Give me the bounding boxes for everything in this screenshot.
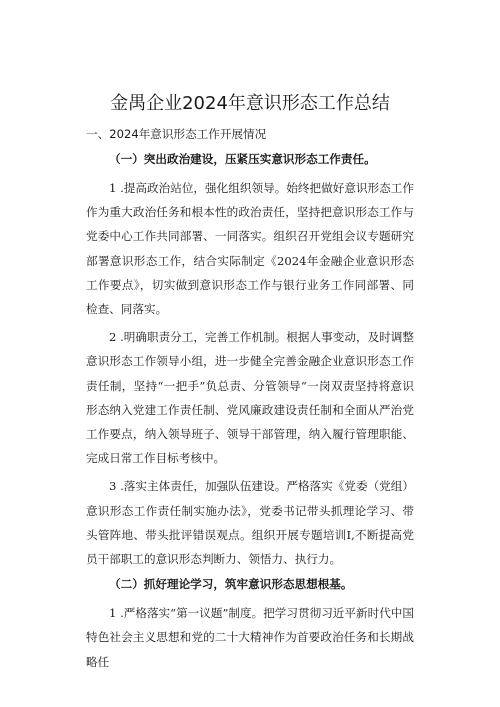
document-title: 金禺企业2024年意识形态工作总结 bbox=[110, 93, 390, 114]
paragraph: 1 .提高政治站位，强化组织领导。始终把做好意识形态工作作为重大政治任务和根本性的政治责任，坚持把意识形态工作与党委中心工作共同部署、一同落实。组织召开党组会议专题研究部署意识形态工作，结合实际制定《2024年金融企业意识形态工作要点》，切实做到意识形态工作与银行业务工作同部署、同检查、同落实。 bbox=[86, 181, 414, 317]
paragraph: 1 .严格落实“第一议题”制度。把学习贯彻习近平新时代中国特色社会主义思想和党的二十大精神作为首要政治任务和长期战略任 bbox=[86, 606, 414, 669]
paragraph: 3 .落实主体责任，加强队伍建设。严格落实《党委（党组）意识形态工作责任制实施办法》，党委书记带头抓理论学习、带头管阵地、带头批评错误观点。组织开展专题培训I,不断提高党员干部职工的意识形态判断力、领悟力、执行力。 bbox=[86, 479, 414, 567]
subsection-heading: （一）突出政治建设，压紧压实意识形态工作责任。 bbox=[109, 152, 376, 166]
section-heading: 一、2024年意识形态工作开展情况 bbox=[86, 127, 267, 141]
subsection-heading: （二）抓好理论学习，筑牢意识形态思想根基。 bbox=[109, 577, 353, 592]
paragraph: 2 .明确职责分工，完善工作机制。根据人事变动，及时调整意识形态工作领导小组，进一步健全完善金融企业意识形态工作责任制，坚持“一把手”负总责、分管领导“一岗双责坚持将意识形态纳入党建工作责任制、党风廉政建设责任制和全面从严治党工作要点，纳入领导班子、领导干部管理，纳入履行管理职能、完成日常工作目标考核中。 bbox=[86, 330, 414, 466]
